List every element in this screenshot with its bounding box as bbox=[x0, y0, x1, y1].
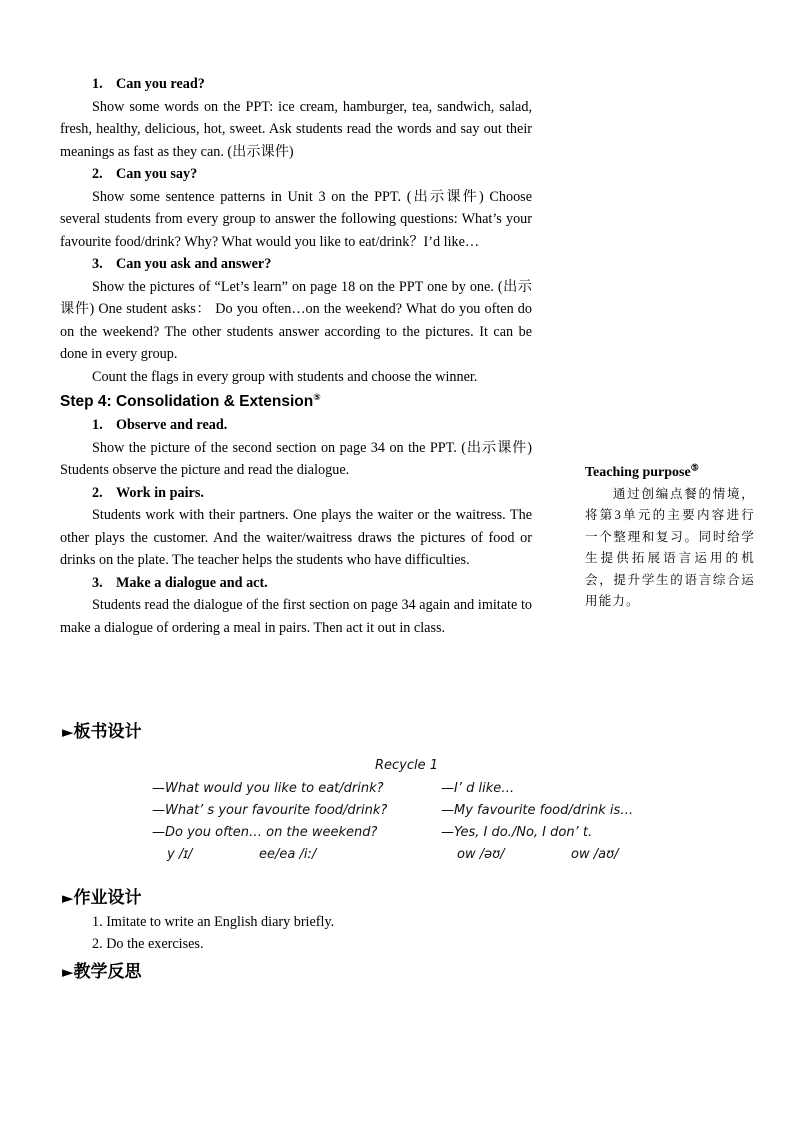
board-title: Recycle 1 bbox=[375, 758, 439, 773]
paragraph: Show some words on the PPT: ice cream, hamburger, tea, sandwich, salad, fresh, healthy, delicious, hot, sweet. Ask students read the words and say out their meanings as fast as they can. (出示课件) bbox=[60, 98, 532, 160]
triangle-marker-icon: ► bbox=[62, 963, 74, 981]
section-number: 3. bbox=[92, 256, 103, 272]
step-4-heading bbox=[60, 390, 532, 414]
main-column bbox=[60, 73, 532, 639]
paragraph: Show the picture of the second section on page 34 on the PPT. (出示课件) Students observe the picture and read the dialogue. bbox=[60, 439, 532, 478]
board-design-heading: ►板书设计 bbox=[62, 722, 142, 742]
homework-item: 2. Do the exercises. bbox=[92, 936, 204, 952]
triangle-marker-icon: ► bbox=[62, 723, 74, 741]
paragraph: Students read the dialogue of the first section on page 34 again and imitate to make a dialogue of ordering a meal in pairs. Then act it out in class. bbox=[60, 597, 532, 636]
section-title: Observe and read. bbox=[116, 417, 228, 433]
triangle-marker-icon: ► bbox=[62, 889, 74, 907]
board-line: —Yes, I do./No, I don’ t. bbox=[441, 825, 593, 840]
section-observe-and-read bbox=[60, 414, 532, 482]
board-line: —My favourite food/drink is… bbox=[441, 803, 634, 818]
phonics-item: ow /aʊ/ bbox=[571, 847, 619, 862]
section-can-you-read bbox=[60, 73, 532, 163]
footnote-mark: ⑤ bbox=[313, 391, 321, 402]
paragraph: Count the flags in every group with students and choose the winner. bbox=[92, 368, 478, 385]
phonics-item: y /ɪ/ bbox=[167, 847, 193, 862]
section-title: Can you say? bbox=[116, 166, 198, 182]
section-number: 1. bbox=[92, 417, 103, 433]
section-can-you-ask-and-answer bbox=[60, 253, 532, 388]
board-line: —I’ d like… bbox=[441, 781, 515, 796]
section-work-in-pairs bbox=[60, 482, 532, 572]
section-number: 3. bbox=[92, 574, 103, 591]
section-number: 1. bbox=[92, 76, 103, 92]
phonics-item: ee/ea /iː/ bbox=[259, 847, 317, 862]
homework-heading: ►作业设计 bbox=[62, 888, 142, 908]
paragraph: Students work with their partners. One plays the waiter or the waitress. The other plays the customer. And the waiter/waitress draws the pictures of food or drinks on the plate. The teacher helps the students who have difficulties. bbox=[60, 507, 532, 568]
section-title: Can you ask and answer? bbox=[116, 256, 272, 272]
section-title: Can you read? bbox=[116, 76, 205, 92]
note-title: Teaching purpose⑤ bbox=[585, 462, 699, 480]
section-can-you-say bbox=[60, 163, 532, 253]
paragraph: Show the pictures of “Let’s learn” on page 18 on the PPT one by one. (出示课件) One student asks： Do you often…on the weekend? What do you often do on the weekend? The other students answer according to the pictures. It can be done in every group. bbox=[60, 278, 532, 362]
section-title: Work in pairs. bbox=[116, 484, 204, 501]
teaching-purpose-note bbox=[585, 462, 755, 613]
section-title: Make a dialogue and act. bbox=[116, 574, 268, 591]
note-text: 通过创编点餐的情境，将第3单元的主要内容进行一个整理和复习。同时给学生提供拓展语言运用的机会，提升学生的语言综合运用能力。 bbox=[585, 486, 755, 608]
homework-item: 1. Imitate to write an English diary briefly. bbox=[92, 914, 335, 930]
section-make-a-dialogue bbox=[60, 572, 532, 640]
phonics-item: ow /əʊ/ bbox=[457, 847, 505, 862]
footnote-mark: ⑤ bbox=[690, 462, 699, 473]
step-4-title: Step 4: Consolidation & Extension bbox=[60, 393, 314, 410]
board-line: —What’ s your favourite food/drink? bbox=[152, 803, 388, 818]
board-line: —What would you like to eat/drink? bbox=[152, 781, 384, 796]
board-line: —Do you often… on the weekend? bbox=[152, 825, 378, 840]
section-number: 2. bbox=[92, 166, 103, 182]
paragraph: Show some sentence patterns in Unit 3 on the PPT. (出示课件) Choose several students from every group to answer the following questions: What’s your favourite food/drink? Why? What would you like to eat/drink？I’d like… bbox=[60, 188, 532, 250]
section-number: 2. bbox=[92, 484, 103, 501]
reflection-heading: ►教学反思 bbox=[62, 962, 142, 982]
